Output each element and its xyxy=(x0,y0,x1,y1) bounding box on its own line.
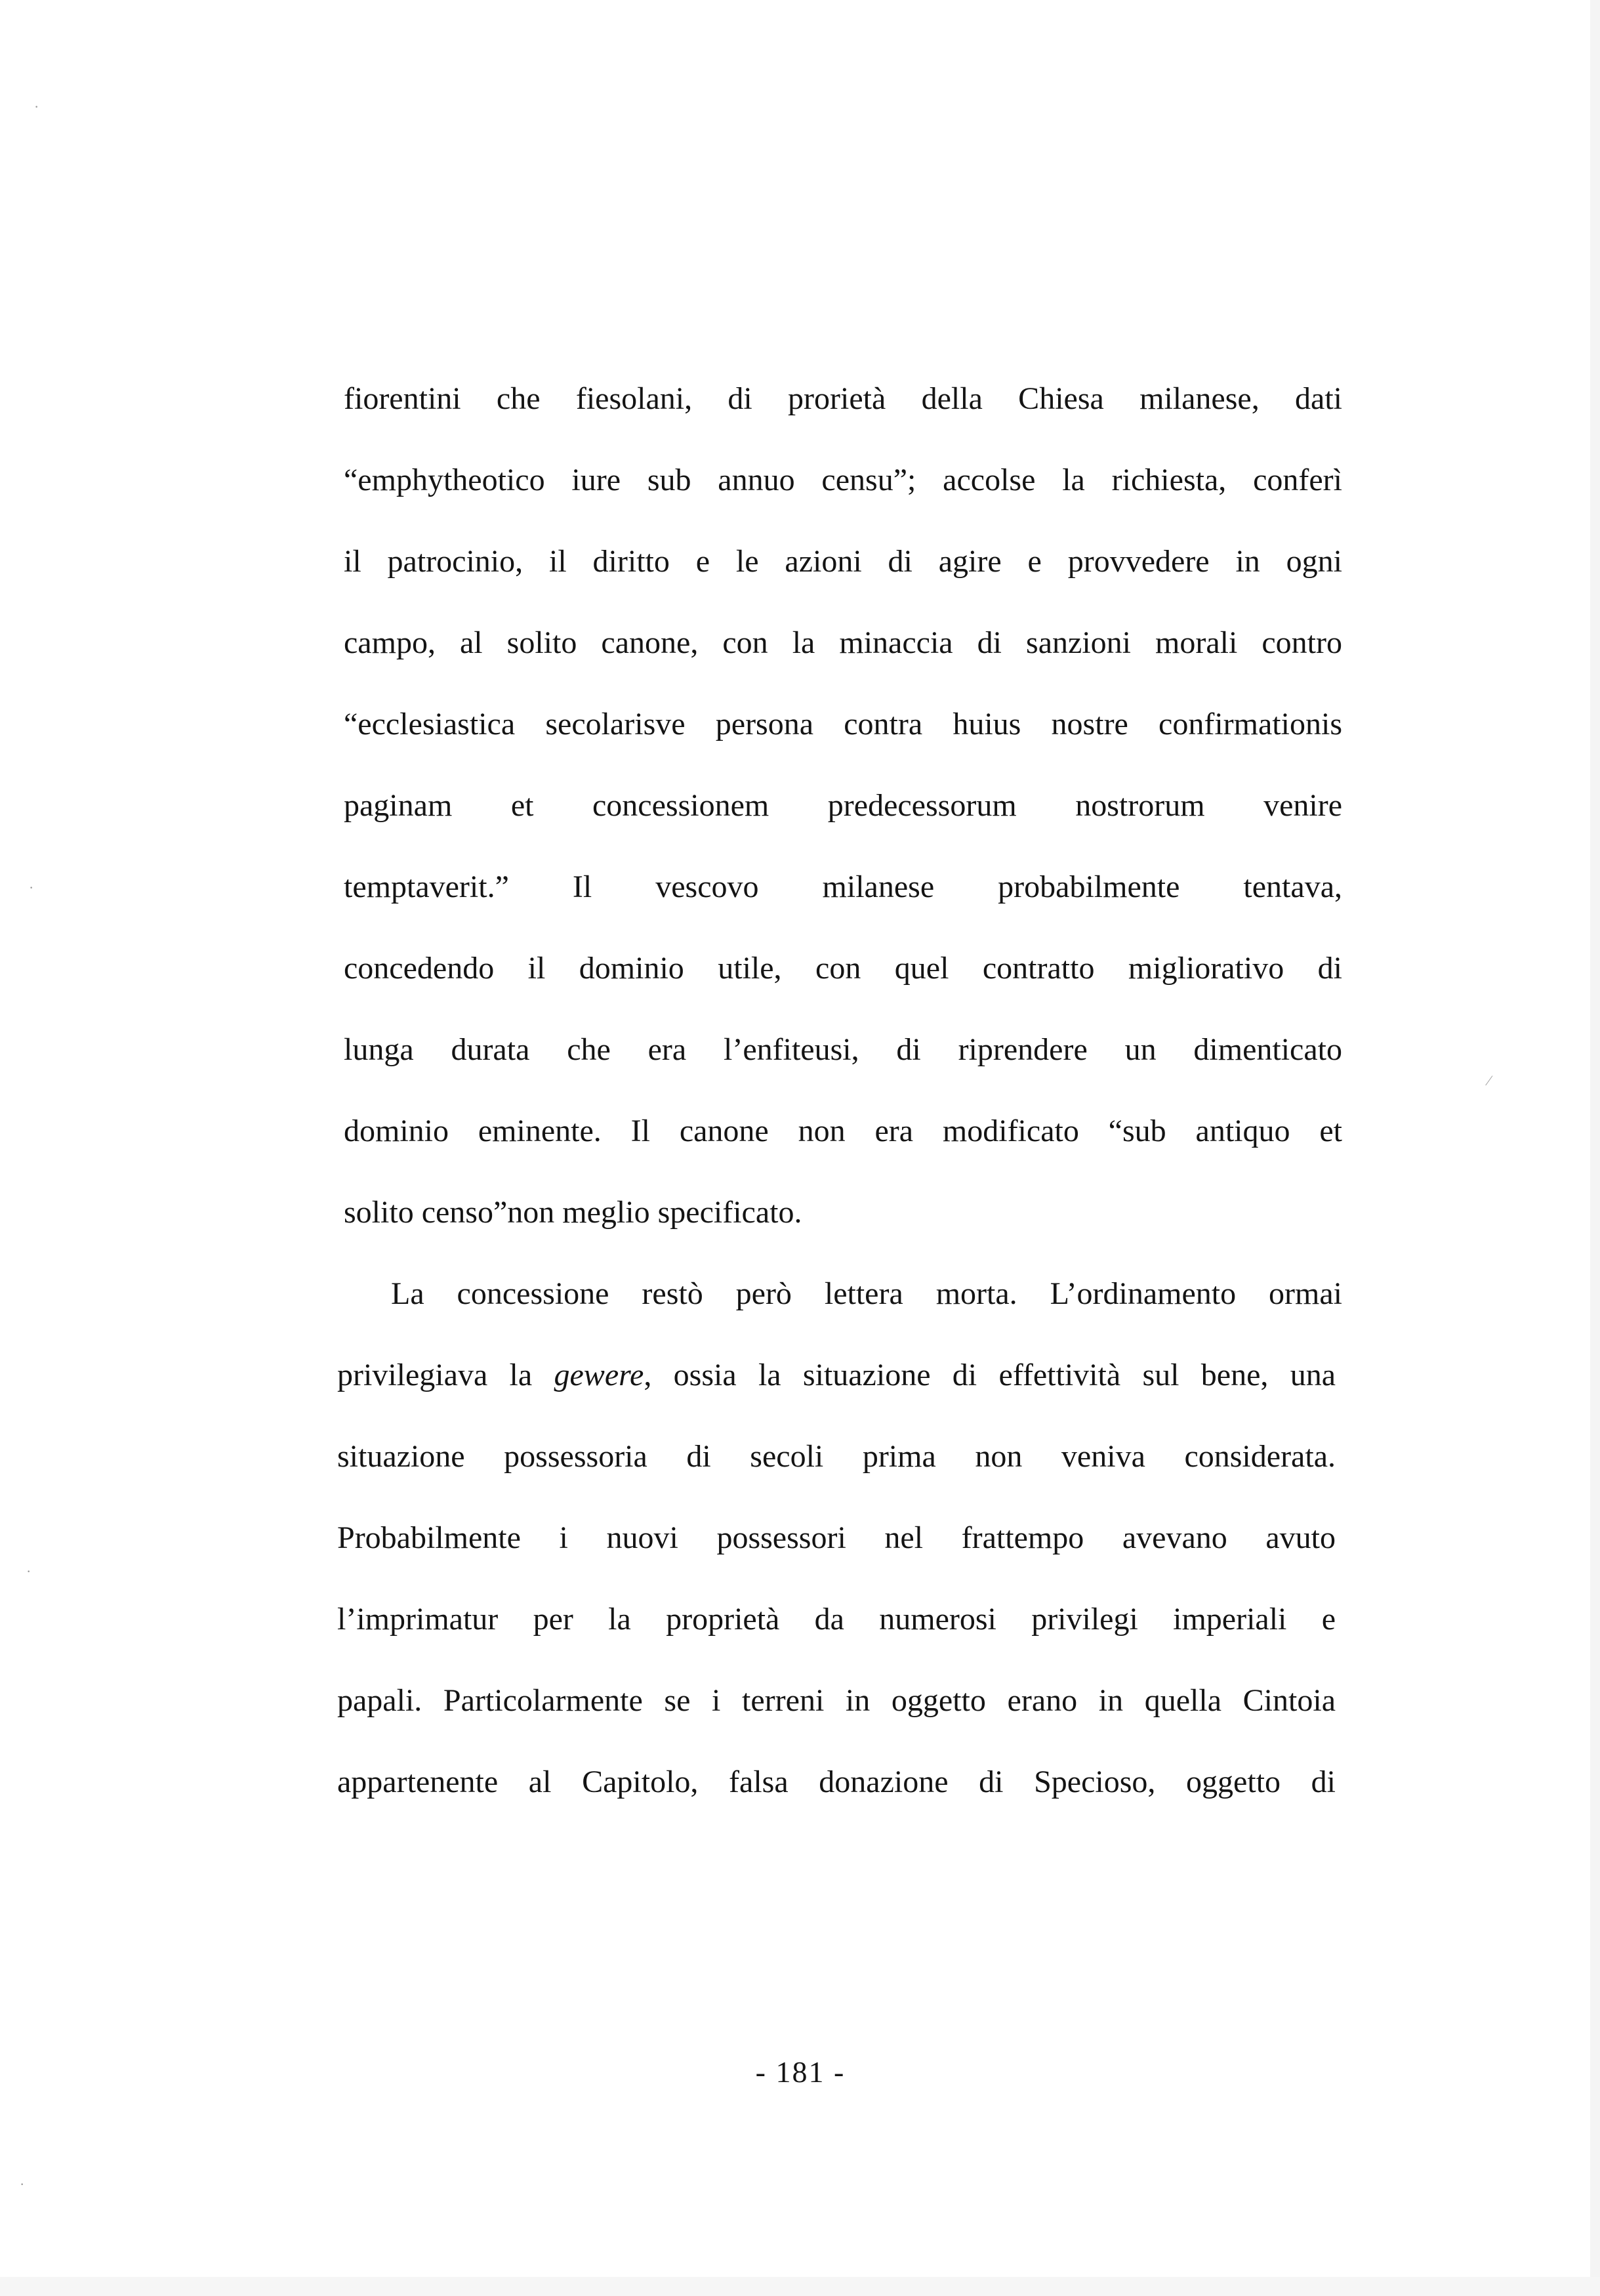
text-line: solito censo”non meglio specificato. xyxy=(344,1195,802,1230)
text-line: campo, al solito canone, con la minaccia di sanzioni morali contro xyxy=(344,625,1342,660)
text-line: La concessione restò però lettera morta. L’ordinamento ormai xyxy=(391,1276,1342,1311)
page-number: - 181 - xyxy=(755,2055,846,2089)
text-line: “emphytheotico iure sub annuo censu”; accolse la richiesta, conferì xyxy=(344,463,1342,497)
italic-term: gewere xyxy=(554,1358,644,1392)
scan-edge-bottom xyxy=(0,2277,1600,2296)
text-line: il patrocinio, il diritto e le azioni di agire e provvedere in ogni xyxy=(344,544,1342,579)
text-line: concedendo il dominio utile, con quel contratto migliorativo di xyxy=(344,951,1342,986)
text-segment: , ossia la situazione di effettività sul bene, una xyxy=(644,1358,1336,1392)
scan-speck: · xyxy=(26,1563,31,1579)
text-line: appartenente al Capitolo, falsa donazione di Specioso, oggetto di xyxy=(337,1764,1336,1799)
text-segment: privilegiava la xyxy=(337,1358,554,1392)
text-line: lunga durata che era l’enfiteusi, di riprendere un dimenticato xyxy=(344,1032,1342,1067)
text-line: fiorentini che fiesolani, di prorietà della Chiesa milanese, dati xyxy=(344,381,1342,416)
text-line: paginam et concessionem predecessorum nostrorum venire xyxy=(344,788,1342,823)
text-line: temptaverit.” Il vescovo milanese probabilmente tentava, xyxy=(344,869,1342,904)
text-line: “ecclesiastica secolarisve persona contra huius nostre confirmationis xyxy=(344,707,1342,741)
text-segment xyxy=(337,1358,1336,1392)
text-line xyxy=(337,1356,1336,1395)
text-line: Probabilmente i nuovi possessori nel frattempo avevano avuto xyxy=(337,1520,1336,1555)
scan-edge-right xyxy=(1590,0,1600,2296)
text-line: dominio eminente. Il canone non era modificato “sub antiquo et xyxy=(344,1114,1342,1148)
text-line: situazione possessoria di secoli prima non veniva considerata. xyxy=(337,1439,1336,1474)
scan-speck: · xyxy=(20,2176,25,2192)
text-line: l’imprimatur per la proprietà da numerosi privilegi imperiali e xyxy=(337,1602,1336,1637)
scan-speck: · xyxy=(34,98,39,115)
scan-speck: · xyxy=(29,879,34,896)
text-line: papali. Particolarmente se i terreni in oggetto erano in quella Cintoia xyxy=(337,1683,1336,1718)
scan-speck: ⁄ xyxy=(1488,1072,1490,1089)
